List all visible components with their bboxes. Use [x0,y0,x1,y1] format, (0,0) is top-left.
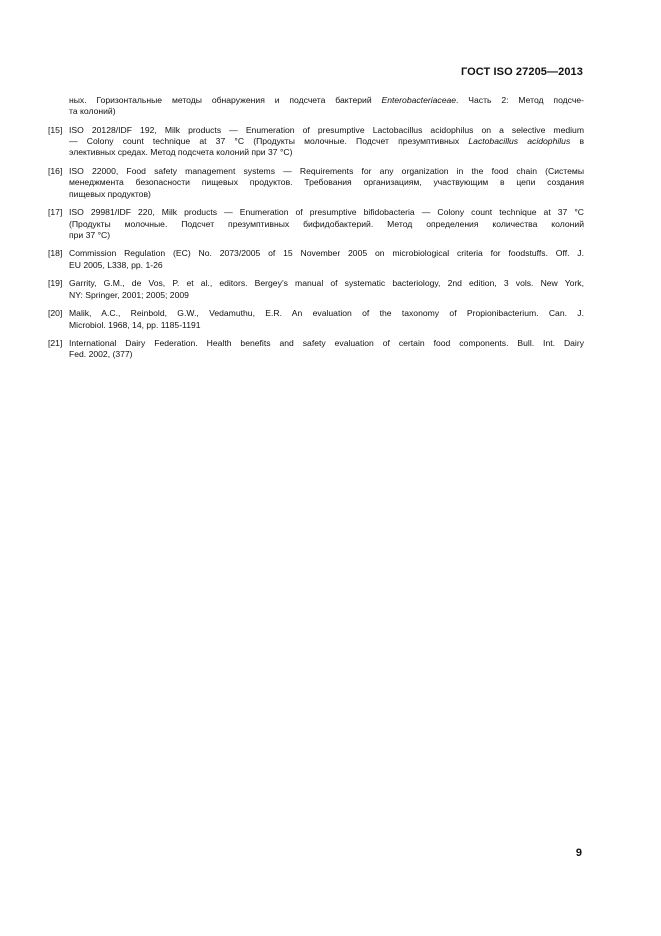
reference-text [69,248,584,271]
reference-line: NY: Springer, 2001; 2005; 2009 [69,289,189,300]
reference-line: International Dairy Federation. Health benefits and safety evaluation of certain food components. Bull. Int. Dairy [69,338,584,349]
reference-line: EU 2005, L338, pp. 1-26 [69,259,163,270]
reference-number: [19] [48,278,63,289]
reference-number: [16] [48,166,63,177]
reference-item [48,308,584,331]
reference-line: Commission Regulation (EC) No. 2073/2005 of 15 November 2005 on microbiological criteria for foodstuffs. Off. J. [69,248,584,259]
reference-line: — Colony count technique at 37 °C (Продукты молочные. Подсчет презумптивных Lactobacillus acidophilus в [69,136,585,147]
reference-text [69,95,584,118]
reference-line: Garrity, G.M., de Vos, P. et al., editors. Bergey’s manual of systematic bacteriology, 2nd edition, 3 vols. New York, [69,278,584,289]
reference-line: ных. Горизонтальные методы обнаружения и подсчета бактерий Enterobacteriaceae. Часть 2: Метод подсче- [69,95,585,105]
reference-item [48,278,584,301]
reference-text [69,308,584,331]
reference-line: при 37 °C) [69,229,111,240]
reference-number: [15] [48,124,63,135]
reference-line: (Продукты молочные. Подсчет презумптивных бифидобактерий. Метод определения количества колоний [69,218,584,229]
reference-continuation [48,95,584,118]
reference-text [69,207,584,241]
reference-number: [18] [48,248,63,259]
reference-text [69,125,584,159]
reference-text [69,338,584,361]
italic-taxon: Enterobacteriaceae [381,95,457,105]
reference-number [48,95,69,118]
reference-line: Malik, A.C., Reinbold, G.W., Vedamuthu, E.R. An evaluation of the taxonomy of Propionibacterium. Can. J. [69,308,584,319]
standard-designation: ГОСТ ISO 27205—2013 [460,66,583,78]
reference-line: элективных средах. Метод подсчета колоний при 37 °C) [69,147,293,158]
reference-text [69,278,584,301]
reference-line: пищевых продуктов) [69,188,151,199]
reference-number: [17] [48,207,63,218]
reference-item [48,207,584,241]
bibliography-list [48,95,584,368]
reference-text [69,166,584,200]
reference-number: [21] [48,338,63,349]
reference-line: ISO 20128/IDF 192, Milk products — Enumeration of presumptive Lactobacillus acidophilus on a selective medium [69,124,584,135]
page-number: 9 [575,847,582,859]
reference-line: менеджмента безопасности пищевых продуктов. Требования организациям, участвующим в цепи создания [69,177,584,188]
reference-line: Microbiol. 1968, 14, pp. 1185-1191 [69,319,201,330]
reference-number: [20] [48,308,63,319]
reference-line: ISO 29981/IDF 220, Milk products — Enumeration of presumptive bifidobacteria — Colony count technique at 37 °C [69,207,584,218]
italic-taxon: Lactobacillus acidophilus [468,136,571,147]
reference-item [48,248,584,271]
reference-line: та колоний) [69,106,116,117]
reference-item [48,166,584,200]
reference-item [48,338,584,361]
reference-line: ISO 22000, Food safety management systems — Requirements for any organization in the food chain (Системы [69,166,584,177]
reference-item [48,125,584,159]
reference-line: Fed. 2002, (377) [69,349,133,360]
